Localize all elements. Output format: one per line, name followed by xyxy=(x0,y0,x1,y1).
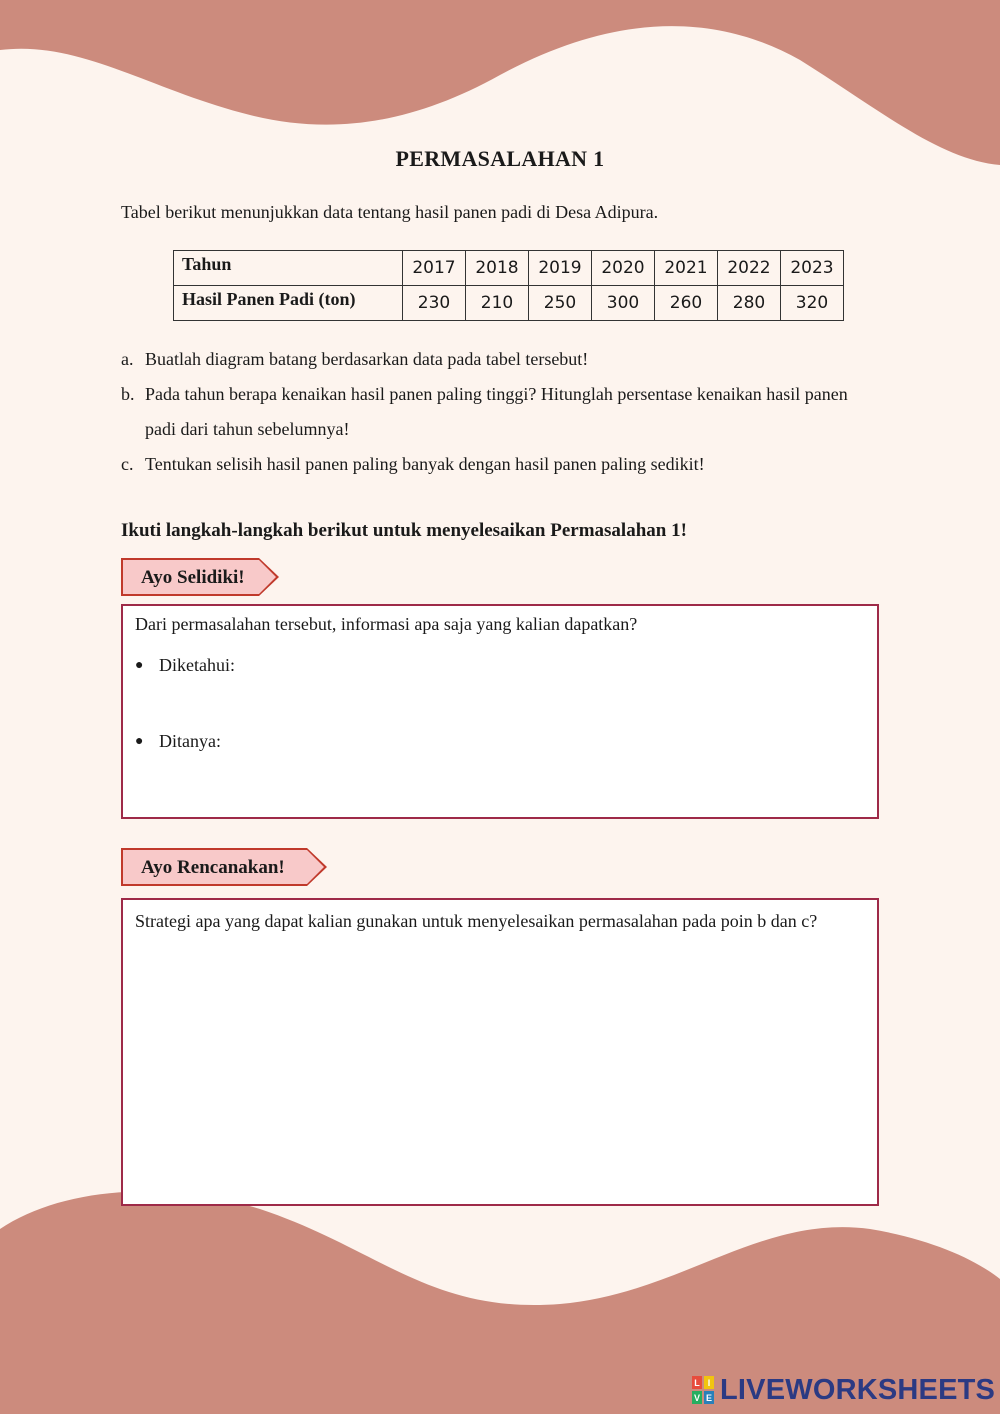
question-item xyxy=(121,342,881,377)
logo-text: LIVEWORKSHEETS xyxy=(720,1373,996,1406)
question-text: Tentukan selisih hasil panen paling banyak dengan hasil panen paling sedikit! xyxy=(145,454,705,474)
table-cell-year: 2019 xyxy=(529,251,592,286)
liveworksheets-mark-icon xyxy=(692,1376,714,1404)
box-prompt: Strategi apa yang dapat kalian gunakan untuk menyelesaikan permasalahan pada poin b dan c? xyxy=(135,911,818,931)
answer-box-rencanakan[interactable] xyxy=(121,898,879,1206)
section-tag-rencanakan: Ayo Rencanakan! xyxy=(121,848,307,886)
question-item xyxy=(121,377,881,447)
table-cell-harvest: 250 xyxy=(529,286,592,321)
table-cell-harvest: 300 xyxy=(592,286,655,321)
page-title: PERMASALAHAN 1 xyxy=(395,146,605,171)
logo-mark-letter: I xyxy=(707,1378,711,1388)
bullet-dot-icon: ● xyxy=(135,657,144,673)
bullet-item-diketahui xyxy=(135,655,865,676)
question-list xyxy=(121,342,881,482)
question-label: c. xyxy=(121,454,134,474)
answer-box-selidiki[interactable] xyxy=(121,604,879,819)
table-cell-harvest: 320 xyxy=(781,286,844,321)
table-cell-harvest: 260 xyxy=(655,286,718,321)
bullet-label: Ditanya: xyxy=(159,731,221,751)
table-header-year: Tahun xyxy=(174,251,403,286)
logo-mark-letter: V xyxy=(693,1393,701,1403)
logo-mark-letter: L xyxy=(694,1378,700,1388)
table-cell-year: 2022 xyxy=(718,251,781,286)
question-text: Buatlah diagram batang berdasarkan data pada tabel tersebut! xyxy=(145,349,589,369)
table-cell-harvest: 230 xyxy=(403,286,466,321)
question-item xyxy=(121,447,881,482)
table-row-harvest xyxy=(174,286,844,321)
liveworksheets-logo[interactable] xyxy=(692,1374,995,1406)
logo-mark-letter: E xyxy=(705,1393,713,1403)
table-cell-year: 2023 xyxy=(781,251,844,286)
table-cell-harvest: 210 xyxy=(466,286,529,321)
table-cell-year: 2021 xyxy=(655,251,718,286)
box-prompt: Dari permasalahan tersebut, informasi apa saja yang kalian dapatkan? xyxy=(135,614,638,634)
question-label: b. xyxy=(121,384,135,404)
bullet-label: Diketahui: xyxy=(159,655,235,675)
bullet-item-ditanya xyxy=(135,731,865,752)
table-cell-year: 2018 xyxy=(466,251,529,286)
instruction-heading: Ikuti langkah-langkah berikut untuk menyelesaikan Permasalahan 1! xyxy=(121,520,687,541)
table-cell-year: 2020 xyxy=(592,251,655,286)
question-text: Pada tahun berapa kenaikan hasil panen paling tinggi? Hitunglah persentase kenaikan hasil panen padi dari tahun sebelumnya! xyxy=(145,384,848,439)
harvest-table xyxy=(173,250,844,321)
section-tag-selidiki: Ayo Selidiki! xyxy=(121,558,259,596)
bullet-dot-icon: ● xyxy=(135,733,144,749)
table-header-harvest: Hasil Panen Padi (ton) xyxy=(174,286,403,321)
table-cell-year: 2017 xyxy=(403,251,466,286)
question-label: a. xyxy=(121,349,134,369)
table-row-years xyxy=(174,251,844,286)
intro-text: Tabel berikut menunjukkan data tentang hasil panen padi di Desa Adipura. xyxy=(121,202,659,222)
table-cell-harvest: 280 xyxy=(718,286,781,321)
